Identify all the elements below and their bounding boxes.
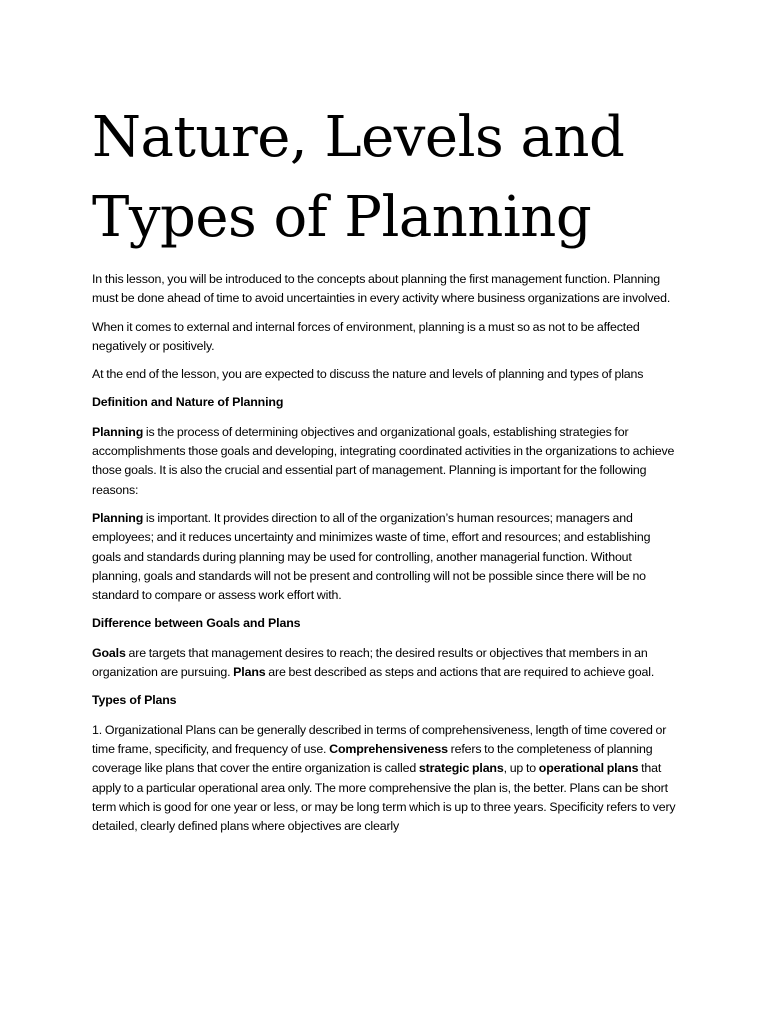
document-page <box>92 98 680 845</box>
planning-term-2: Planning <box>92 510 144 525</box>
organizational-plans-paragraph <box>92 721 680 837</box>
comprehensiveness-term: Comprehensiveness <box>329 741 448 756</box>
goals-text: are targets that management desires to reach; the desired results or objectives that members in an organization are pursuing. <box>92 645 648 680</box>
document-title <box>92 98 680 258</box>
importance-text: is important. It provides direction to all of the organization’s human resources; managers and employees; and it reduces uncertainty and minimizes waste of time, effort and resources; and establishing goals and standards during planning may be used for controlling, another managerial function. Without planning, goals and standards will not be present and controlling will not be possible since there will be no standard to compare or assess work effort with. <box>92 510 651 603</box>
types-heading: Types of Plans <box>92 693 177 708</box>
org-plans-text-e: , up to <box>503 761 539 776</box>
operational-plans-term: operational plans <box>538 761 639 776</box>
org-plans-text-a: 1. Organizational Plans can be generally described in terms of comprehensiveness, length of time covered or time frame, specificity, and frequency of use. <box>92 722 667 756</box>
objectives-paragraph: At the end of the lesson, you are expected to discuss the nature and levels of planning and types of plans <box>92 367 644 382</box>
difference-heading: Difference between Goals and Plans <box>92 616 301 631</box>
forces-paragraph: When it comes to external and internal forces of environment, planning is a must so as not to be affected negatively or positively. <box>92 319 640 353</box>
org-plans-text-g: that apply to a particular operational area only. The more comprehensive the plan is, the better. Plans can be short term which is good for one year or less, or may be long term which is up to three years. Specificity refers to very detailed, clearly defined plans where objectives are clearly <box>92 761 676 834</box>
plans-text: are best described as steps and actions that are required to achieve goal. <box>265 665 655 680</box>
plans-term: Plans <box>233 665 266 680</box>
title-line-2: Types of Planning <box>92 185 592 250</box>
title-line-1: Nature, Levels and <box>92 105 625 170</box>
goals-term: Goals <box>92 645 126 660</box>
intro-paragraph: In this lesson, you will be introduced to the concepts about planning the first management function. Planning must be done ahead of time to avoid uncertainties in every activity where business organizations are involved. <box>92 272 671 306</box>
definition-paragraph <box>92 423 680 500</box>
org-plans-text-c: refers to the completeness of planning coverage like plans that cover the entire organization is called <box>92 741 653 776</box>
definition-text: is the process of determining objectives and organizational goals, establishing strategies for accomplishments those goals and developing, integrating coordinated activities in the organizations to achieve those goals. It is also the crucial and essential part of management. Planning is important for the following reasons: <box>92 424 675 497</box>
definition-heading: Definition and Nature of Planning <box>92 395 284 410</box>
strategic-plans-term: strategic plans <box>418 761 504 776</box>
planning-term: Planning <box>92 424 144 439</box>
goals-plans-paragraph <box>92 644 680 683</box>
importance-paragraph <box>92 509 680 605</box>
